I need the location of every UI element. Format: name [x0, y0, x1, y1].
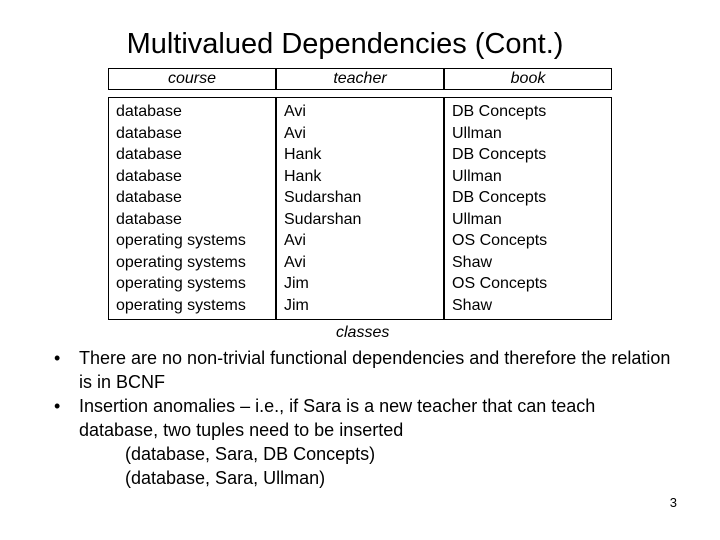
- book-cell: Ullman: [452, 167, 502, 185]
- teacher-cell: Avi: [284, 124, 306, 142]
- book-cell: Shaw: [452, 296, 493, 314]
- course-cell: database: [116, 103, 182, 120]
- teacher-cell: Avi: [284, 103, 306, 120]
- course-cell: database: [116, 189, 182, 206]
- bullet-text: There are no non-trivial functional dependencies and therefore the relation is in BCNF: [79, 348, 671, 392]
- teacher-column: [276, 97, 444, 320]
- bullet-text: Insertion anomalies – i.e., if Sara is a new teacher that can teach database, two tuples need to be inserted: [79, 396, 596, 440]
- course-cell: database: [116, 124, 182, 142]
- book-cell: DB Concepts: [452, 146, 547, 163]
- course-header: course: [108, 68, 276, 90]
- course-cell: operating systems: [116, 296, 246, 314]
- course-column: [108, 97, 276, 320]
- book-cell: DB Concepts: [452, 189, 547, 206]
- page-number: 3: [669, 495, 677, 510]
- tuple-line: (database, Sara, Ullman): [125, 468, 326, 488]
- book-cell: OS Concepts: [452, 275, 548, 292]
- teacher-cell: Sudarshan: [284, 189, 362, 206]
- course-cell: operating systems: [116, 253, 246, 271]
- book-header: book: [444, 68, 612, 90]
- bullet-marker: •: [54, 396, 61, 416]
- teacher-cell: Hank: [284, 167, 322, 185]
- teacher-cell: Avi: [284, 232, 306, 249]
- teacher-cell: Sudarshan: [284, 210, 362, 228]
- book-cell: Ullman: [452, 124, 502, 142]
- teacher-cell: Jim: [284, 296, 309, 314]
- course-cell: database: [116, 146, 182, 163]
- bullet-marker: •: [54, 348, 61, 368]
- course-cell: database: [116, 210, 182, 228]
- bullet-list: [54, 346, 674, 490]
- book-cell: Ullman: [452, 210, 502, 228]
- bullet-item: [54, 394, 674, 442]
- book-cell: Shaw: [452, 253, 493, 271]
- teacher-header: teacher: [276, 68, 444, 90]
- book-column: [444, 97, 612, 320]
- bullet-item: [54, 346, 674, 394]
- course-cell: operating systems: [116, 275, 246, 292]
- teacher-cell: Hank: [284, 146, 322, 163]
- table-caption: classes: [336, 324, 390, 341]
- course-cell: operating systems: [116, 232, 246, 249]
- slide-title: Multivalued Dependencies (Cont.): [126, 28, 564, 60]
- book-cell: DB Concepts: [452, 103, 547, 120]
- course-cell: database: [116, 167, 182, 185]
- teacher-cell: Jim: [284, 275, 309, 292]
- tuple-line: (database, Sara, DB Concepts): [125, 444, 376, 464]
- book-cell: OS Concepts: [452, 232, 548, 249]
- teacher-cell: Avi: [284, 253, 306, 271]
